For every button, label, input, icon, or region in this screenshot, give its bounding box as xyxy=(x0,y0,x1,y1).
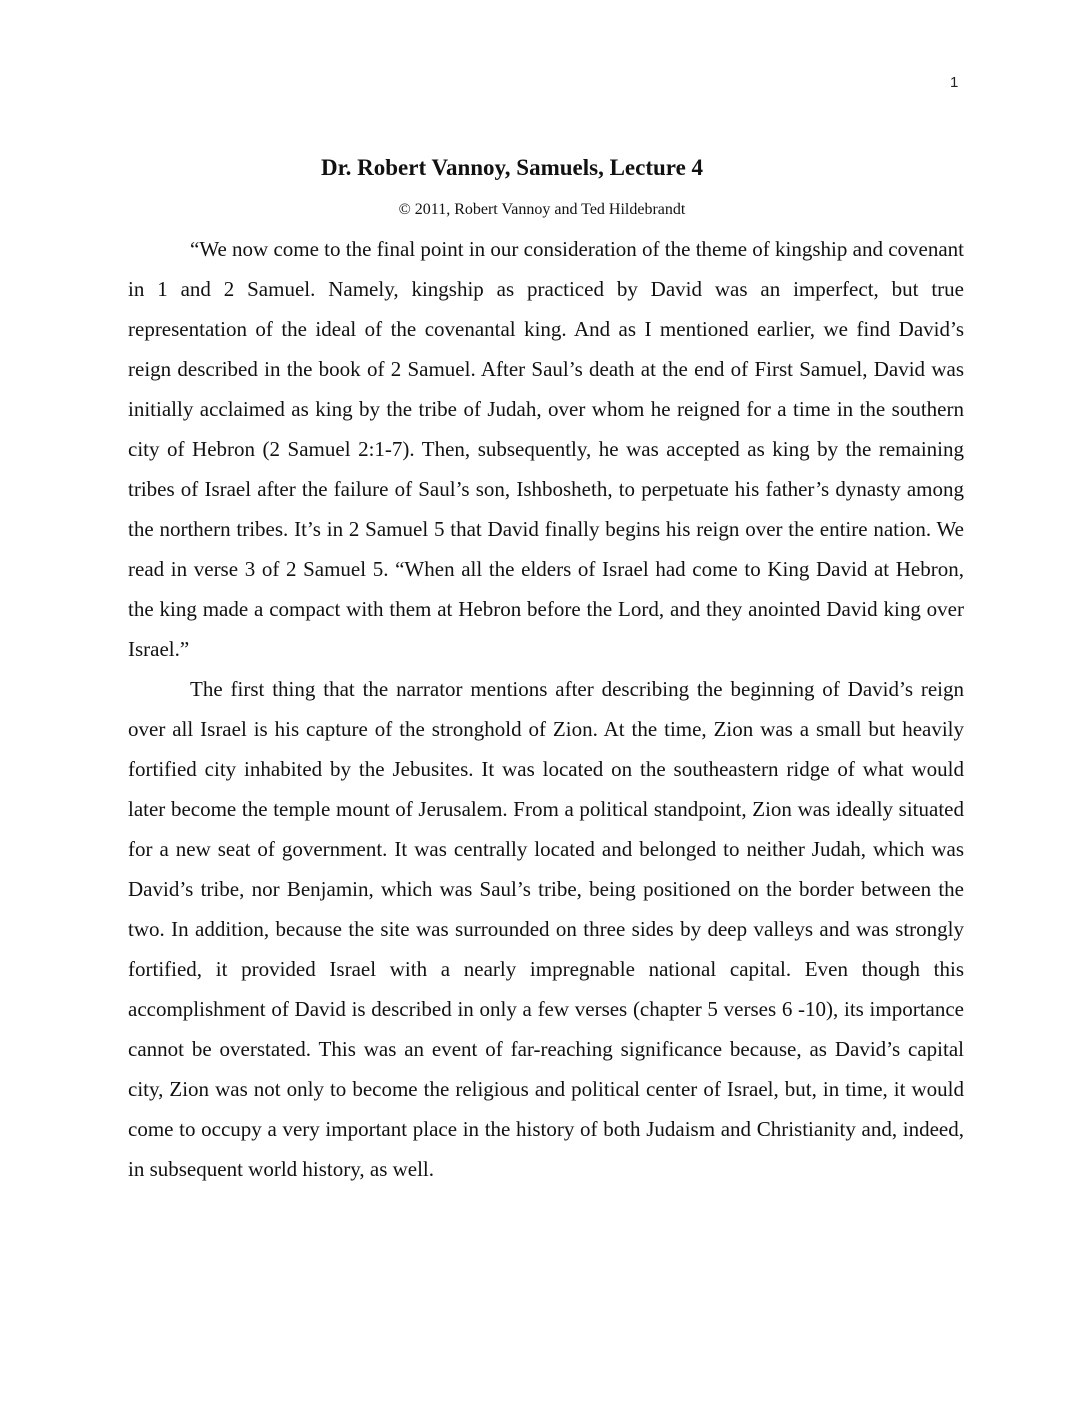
paragraph-2: The first thing that the narrator mentions after describing the beginning of David’s reign over all Israel is his capture of the stronghold of Zion. At the time, Zion was a small but heavily fortified city inhabited by the Jebusites. It was located on the southeastern ridge of what would later become the temple mount of Jerusalem. From a political standpoint, Zion was ideally situated for a new seat of government. It was centrally located and belonged to neither Judah, which was David’s tribe, nor Benjamin, which was Saul’s tribe, being positioned on the border between the two. In addition, because the site was surrounded on three sides by deep valleys and was strongly fortified, it provided Israel with a nearly impregnable national capital. Even though this accomplishment of David is described in only a few verses (chapter 5 verses 6 -10), its importance cannot be overstated. This was an event of far-reaching significance because, as David’s capital city, Zion was not only to become the religious and political center of Israel, but, in time, it would come to occupy a very important place in the history of both Judaism and Christianity and, indeed, in subsequent world history, as well. xyxy=(128,677,964,1181)
copyright-line xyxy=(0,201,1088,219)
lecture-body xyxy=(128,229,964,1189)
copyright-text: © 2011, Robert Vannoy and Ted Hildebrandt xyxy=(398,201,686,218)
document-title-text: Dr. Robert Vannoy, Samuels, Lecture 4 xyxy=(320,155,704,180)
page-number: 1 xyxy=(950,74,959,91)
document-title xyxy=(0,155,1088,181)
paragraph-1: “We now come to the final point in our consideration of the theme of kingship and covenant in 1 and 2 Samuel. Namely, kingship as practiced by David was an imperfect, but true representation of the ideal of the covenantal king. And as I mentioned earlier, we find David’s reign described in the book of 2 Samuel. After Saul’s death at the end of First Samuel, David was initially acclaimed as king by the tribe of Judah, over whom he reigned for a time in the southern city of Hebron (2 Samuel 2:1-7). Then, subsequently, he was accepted as king by the remaining tribes of Israel after the failure of Saul’s son, Ishbosheth, to perpetuate his father’s dynasty among the northern tribes. It’s in 2 Samuel 5 that David finally begins his reign over the entire nation. We read in verse 3 of 2 Samuel 5. “When all the elders of Israel had come to King David at Hebron, the king made a compact with them at Hebron before the Lord, and they anointed David king over Israel.” xyxy=(128,237,964,661)
